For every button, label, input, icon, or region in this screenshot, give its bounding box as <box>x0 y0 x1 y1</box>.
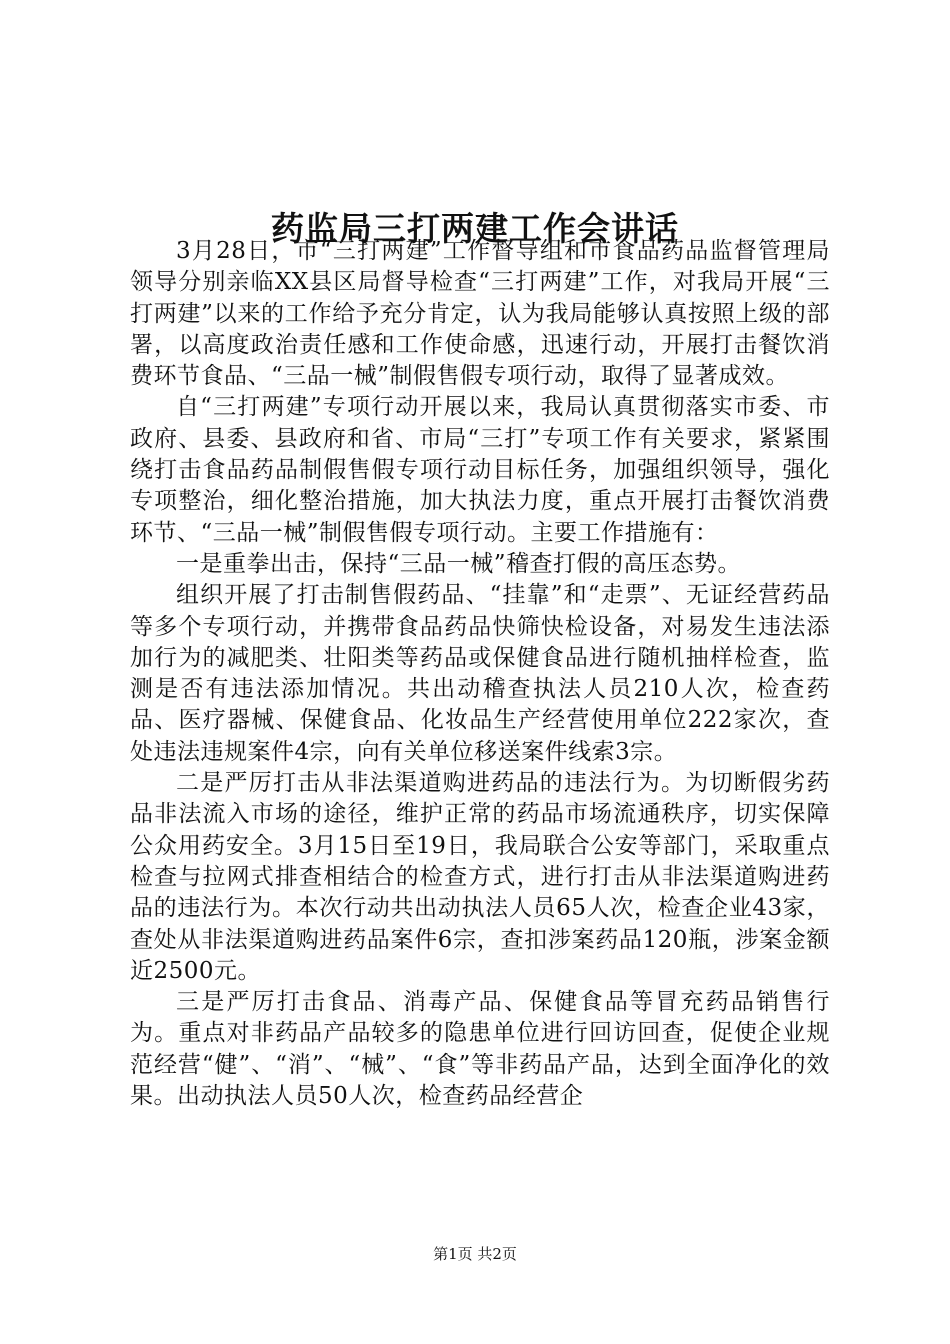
paragraph: 自“三打两建”专项行动开展以来，我局认真贯彻落实市委、市政府、县委、县政府和省、市局“三打”专项工作有关要求，紧紧围绕打击食品药品制假售假专项行动目标任务，加强组织领导，强化专项整治，细化整治措施，加大执法力度，重点开展打击餐饮消费环节、“三品一械”制假售假专项行动。主要工作措施有： <box>130 394 830 546</box>
paragraph: 二是严厉打击从非法渠道购进药品的违法行为。为切断假劣药品非法流入市场的途径，维护正常的药品市场流通秩序，切实保障公众用药安全。3月15日至19日，我局联合公安等部门，采取重点检查与拉网式排查相结合的检查方式，进行打击从非法渠道购进药品的违法行为。本次行动共出动执法人员65人次，检查企业43家，查处从非法渠道购进药品案件6宗，查扣涉案药品120瓶，涉案金额近2500元。 <box>130 770 830 984</box>
paragraph: 一是重拳出击，保持“三品一械”稽查打假的高压态势。 <box>176 550 742 577</box>
paragraph: 三是严厉打击食品、消毒产品、保健食品等冒充药品销售行为。重点对非药品产品较多的隐患单位进行回访回查，促使企业规范经营“健”、“消”、“械”、“食”等非药品产品，达到全面净化的效果。出动执法人员50人次，检查药品经营企 <box>130 989 830 1110</box>
paragraph: 组织开展了打击制售假药品、“挂靠”和“走票”、无证经营药品等多个专项行动，并携带食品药品快筛快检设备，对易发生违法添加行为的减肥类、壮阳类等药品或保健食品进行随机抽样检查，监测是否有违法添加情况。共出动稽查执法人员210人次，检查药品、医疗器械、保健食品、化妆品生产经营使用单位222家次，查处违法违规案件4宗，向有关单位移送案件线索3宗。 <box>130 582 830 765</box>
document-title: 药监局三打两建工作会讲话 <box>271 209 679 249</box>
document-body <box>130 236 830 1112</box>
paragraph: 3月28日，市“三打两建”工作督导组和市食品药品监督管理局领导分别亲临XX县区局督导检查“三打两建”工作，对我局开展“三打两建”以来的工作给予充分肯定，认为我局能够认真按照上级的部署，以高度政治责任感和工作使命感，迅速行动，开展打击餐饮消费环节食品、“三品一械”制假售假专项行动，取得了显著成效。 <box>130 238 830 390</box>
page-number-footer: 第1页 共2页 <box>433 1245 517 1263</box>
